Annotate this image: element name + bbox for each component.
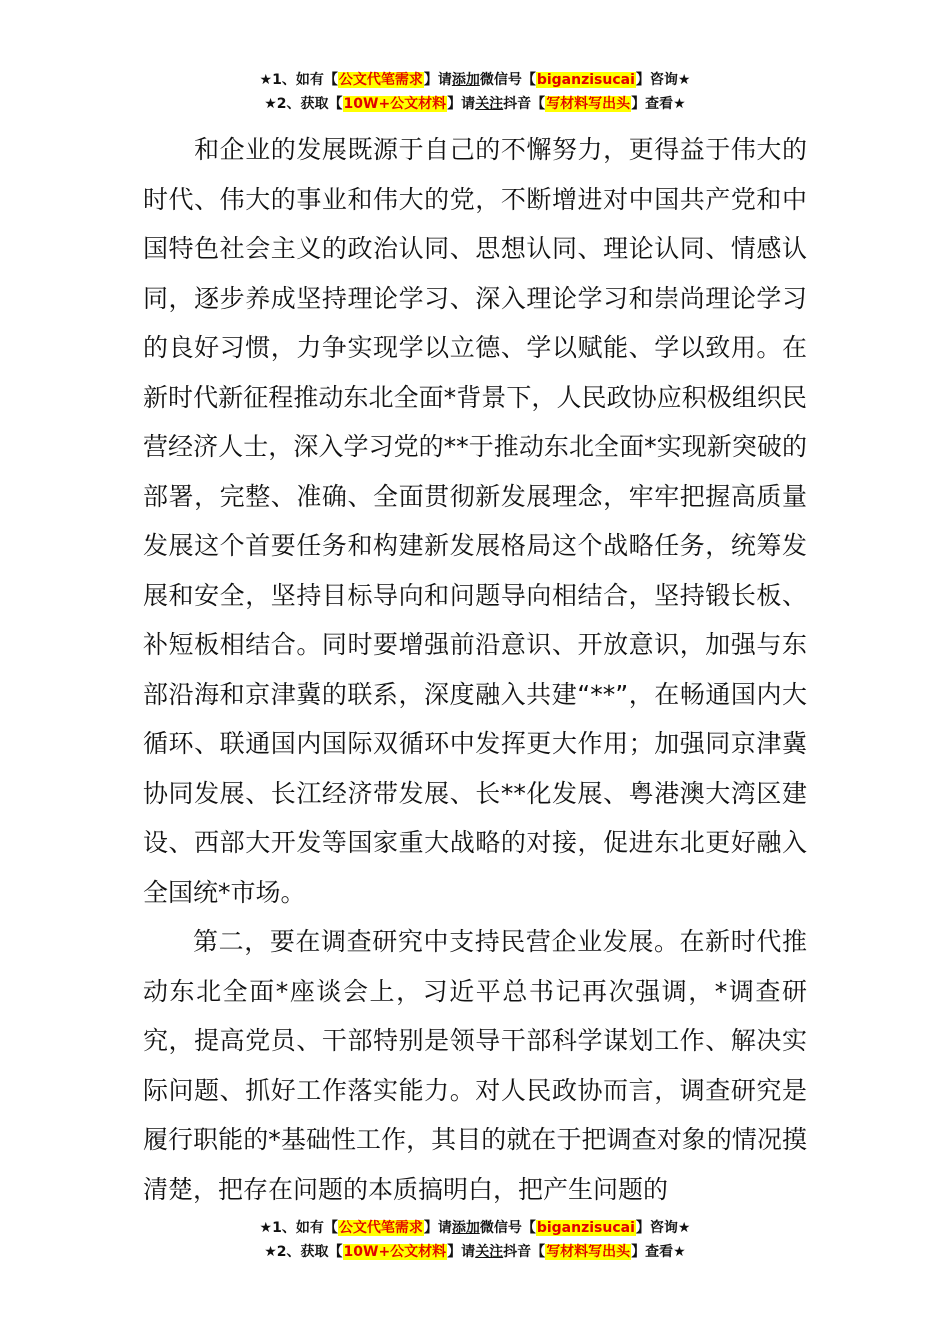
paragraph-1: 和企业的发展既源于自己的不懈努力，更得益于伟大的时代、伟大的事业和伟大的党，不断增进对中国共产党和中国特色社会主义的政治认同、思想认同、理论认同、情感认同，逐步养成坚持理论学习、深入理论学习和崇尚理论学习的良好习惯，力争实现学以立德、学以赋能、学以致用。在新时代新征程推动东北全面*背景下，人民政协应积极组织民营经济人士，深入学习党的**于推动东北全面*实现新突破的部署，完整、准确、全面贯彻新发展理念，牢牢把握高质量发展这个首要任务和构建新发展格局这个战略任务，统筹发展和安全，坚持目标导向和问题导向相结合，坚持锻长板、补短板相结合。同时要增强前沿意识、开放意识，加强与东部沿海和京津冀的联系，深度融入共建“**”，在畅通国内大循环、联通国内国际双循环中发挥更大作用；加强同京津冀协同发展、长江经济带发展、长**化发展、粤港澳大湾区建设、西部大开发等国家重大战略的对接，促进东北更好融入全国统*市场。 [143, 135, 807, 907]
banner-text: 微信号【 [479, 1220, 536, 1236]
banner-text: 】查看★ [631, 96, 686, 112]
banner-line-1 [0, 1216, 950, 1240]
document-body [143, 125, 807, 1214]
banner-text: 】咨询★ [635, 1220, 691, 1236]
highlight-douyin: 写材料写出头 [546, 1244, 631, 1260]
banner-text: ★1、如有【 [259, 72, 338, 88]
banner-text: 】查看★ [631, 1244, 686, 1260]
banner-line-2 [0, 1240, 950, 1264]
paragraph-2: 第二，要在调查研究中支持民营企业发展。在新时代推动东北全面*座谈会上，习近平总书记再次强调，*调查研究，提高党员、干部特别是领导干部科学谋划工作、解决实际问题、抓好工作落实能力。对人民政协而言，调查研究是履行职能的*基础性工作，其目的就在于把调查对象的情况摸清楚，把存在问题的本质搞明白，把产生问题的 [143, 927, 807, 1204]
highlight-wechat-id: biganzisucai [536, 1220, 635, 1236]
underlined-text: 添加 [451, 1220, 480, 1236]
banner-text: 】请 [447, 1244, 476, 1260]
underlined-text: 关注 [475, 1244, 504, 1260]
highlight-wechat-id: biganzisucai [536, 72, 635, 88]
banner-text: 】请 [447, 96, 476, 112]
banner-text: 】咨询★ [635, 72, 691, 88]
banner-text: 抖音【 [503, 1244, 546, 1260]
highlight-service: 公文代笔需求 [338, 72, 423, 88]
banner-text: ★2、获取【 [264, 1244, 343, 1260]
banner-line-1 [0, 68, 950, 92]
underlined-text: 关注 [475, 96, 504, 112]
banner-text: 抖音【 [503, 96, 546, 112]
highlight-service: 公文代笔需求 [338, 1220, 423, 1236]
footer-banner [0, 1216, 950, 1264]
highlight-materials: 10W+公文材料 [343, 96, 447, 112]
banner-text: ★2、获取【 [264, 96, 343, 112]
highlight-douyin: 写材料写出头 [546, 96, 631, 112]
banner-text: 】请 [423, 72, 452, 88]
banner-text: 微信号【 [479, 72, 536, 88]
banner-line-2 [0, 92, 950, 116]
banner-text: ★1、如有【 [259, 1220, 338, 1236]
banner-text: 】请 [423, 1220, 452, 1236]
header-banner [0, 68, 950, 116]
underlined-text: 添加 [451, 72, 480, 88]
highlight-materials: 10W+公文材料 [343, 1244, 447, 1260]
